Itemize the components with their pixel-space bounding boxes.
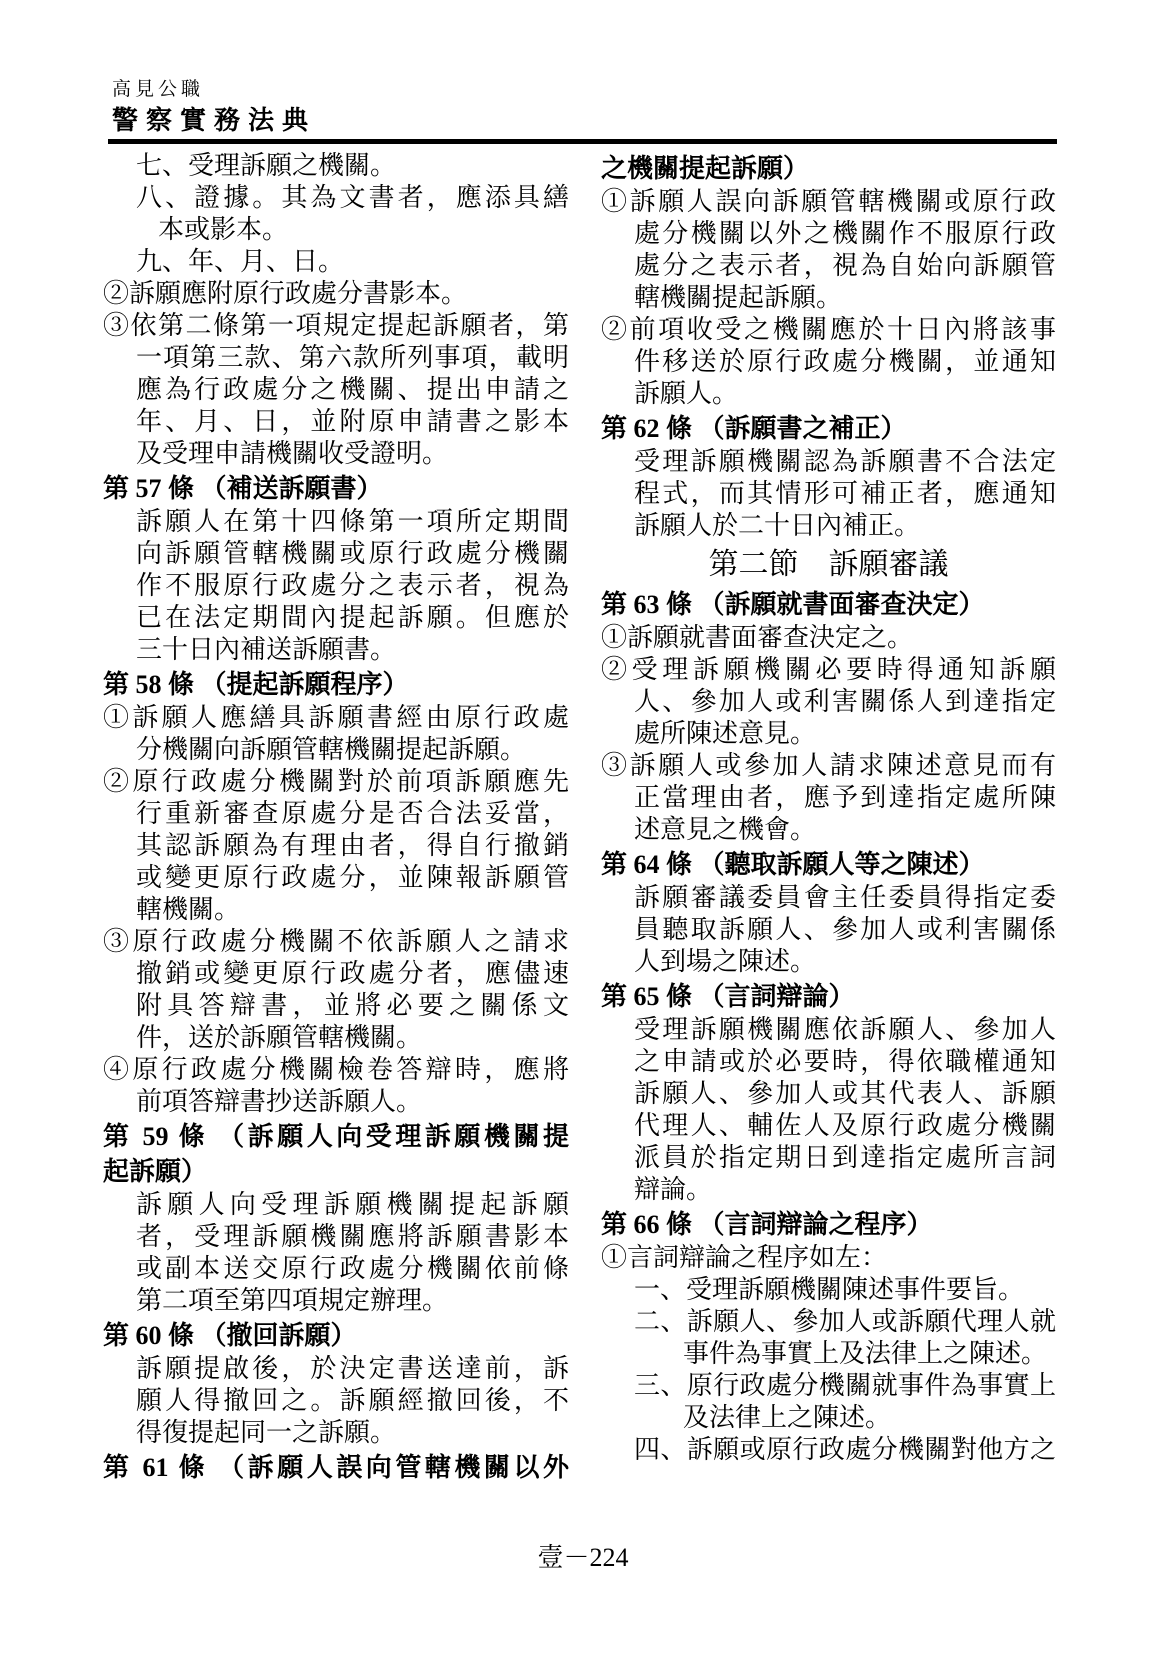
text-line: 訴願人。 [634,379,739,408]
text-line: 辯論。 [634,1175,713,1204]
text-line: 二、訴願人、參加人或訴願代理人就 [634,1307,1056,1336]
text-line: 程式，而其情形可補正者，應通知 [634,479,1056,508]
text-line: 處所陳述意見。 [634,719,817,748]
text-line: 訴願人於二十日內補正。 [634,511,921,540]
text-line: 四、訴願或原行政處分機關對他方之 [634,1435,1056,1464]
section-heading: 第二節 訴願審議 [708,548,949,581]
text-line: ①訴願就書面審查決定之。 [601,623,914,652]
text-line: ②原行政處分機關對於前項訴願應先 [103,767,569,796]
text-line: 轄機關提起訴願。 [634,283,843,312]
text-line: 訴願人、參加人或其代表人、訴願 [634,1079,1056,1108]
text-line: 三、原行政處分機關就事件為事實上 [634,1371,1056,1400]
article-heading-line: 第 58 條 （提起訴願程序） [103,670,409,699]
text-line: 其認訴願為有理由者，得自行撤銷 [136,831,569,860]
book-title: 警察實務法典 [112,105,317,135]
text-line: 件，送於訴願管轄機關。 [136,1023,423,1052]
text-line: ②受理訴願機關必要時得通知訴願 [601,655,1056,684]
text-line: 得復提起同一之訴願。 [136,1418,397,1447]
text-line: 三十日內補送訴願書。 [136,635,397,664]
article-heading-line: 第 66 條 （言詞辯論之程序） [601,1210,933,1239]
text-line: 九、年、月、日。 [136,247,345,276]
text-line: ③依第二條第一項規定提起訴願者，第 [103,311,569,340]
text-line: 願人得撤回之。訴願經撤回後，不 [136,1386,569,1415]
text-line: 應為行政處分之機關、提出申請之 [136,375,569,404]
text-line: 已在法定期間內提起訴願。但應於 [136,603,569,632]
page-header [112,78,316,136]
text-line: 撤銷或變更原行政處分者，應儘速 [136,959,569,988]
text-line: 附具答辯書，並將必要之關係文 [136,991,569,1020]
page-footer [0,1542,1166,1574]
text-line: 作不服原行政處分之表示者，視為 [136,571,569,600]
text-line: 述意見之機會。 [634,815,817,844]
text-line: ③訴願人或參加人請求陳述意見而有 [601,751,1056,780]
text-line: 轄機關。 [136,895,241,924]
text-line: 派員於指定期日到達指定處所言詞 [634,1143,1056,1172]
text-line: 一、受理訴願機關陳述事件要旨。 [634,1275,1025,1304]
text-line: 受理訴願機關認為訴願書不合法定 [634,447,1056,476]
text-line: 八、證據。其為文書者，應添具繕 [136,183,569,212]
left-text-column [103,150,569,1485]
text-line: 行重新審查原處分是否合法妥當， [136,799,569,828]
text-line: ①訴願人誤向訴願管轄機關或原行政 [601,187,1056,216]
text-line: 受理訴願機關應依訴願人、參加人 [634,1015,1056,1044]
article-heading-line: 第 62 條 （訴願書之補正） [601,414,907,443]
text-line: ③原行政處分機關不依訴願人之請求 [103,927,569,956]
text-line: 處分之表示者，視為自始向訴願管 [634,251,1056,280]
text-line: 人到場之陳述。 [634,947,817,976]
right-text-column [601,150,1056,1466]
text-line: 訴願人在第十四條第一項所定期間 [136,507,569,536]
text-line: 或副本送交原行政處分機關依前條 [136,1254,569,1283]
text-line: 者，受理訴願機關應將訴願書影本 [136,1222,569,1251]
text-line: 處分機關以外之機關作不服原行政 [634,219,1056,248]
text-line: 向訴願管轄機關或原行政處分機關 [136,539,569,568]
text-line: 前項答辯書抄送訴願人。 [136,1087,423,1116]
text-line: ①言詞辯論之程序如左： [601,1243,888,1272]
text-line: 一項第三款、第六款所列事項，載明 [136,343,569,372]
header-divider [108,139,1057,144]
text-line: 分機關向訴願管轄機關提起訴願。 [136,735,527,764]
text-line: 件移送於原行政處分機關，並通知 [634,347,1056,376]
text-line: 員聽取訴願人、參加人或利害關係 [634,915,1056,944]
page-number: 壹－224 [537,1543,629,1572]
text-line: 訴願提啟後，於決定書送達前，訴 [136,1354,569,1383]
text-line: 及受理申請機關收受證明。 [136,439,449,468]
text-line: 正當理由者，應予到達指定處所陳 [634,783,1056,812]
article-heading-line: 第 63 條 （訴願就書面審查決定） [601,590,985,619]
article-heading-line: 第 64 條 （聽取訴願人等之陳述） [601,850,985,879]
text-line: 本或影本。 [158,215,289,244]
text-line: ①訴願人應繕具訴願書經由原行政處 [103,703,569,732]
text-line: 及法律上之陳述。 [683,1403,892,1432]
article-heading-line: 第 57 條 （補送訴願書） [103,474,383,503]
text-line: 人、參加人或利害關係人到達指定 [634,687,1056,716]
text-line: ④原行政處分機關檢卷答辯時，應將 [103,1055,569,1084]
text-line: 代理人、輔佐人及原行政處分機關 [634,1111,1056,1140]
publisher-brand: 高見公職 [112,79,205,100]
article-heading-line: 第 61 條 （訴願人誤向管轄機關以外 [103,1453,569,1482]
text-line: 或變更原行政處分，並陳報訴願管 [136,863,569,892]
text-line: 七、受理訴願之機關。 [136,151,397,180]
article-heading-line: 第 60 條 （撤回訴願） [103,1321,357,1350]
text-line: 訴願人向受理訴願機關提起訴願 [136,1190,569,1219]
text-line: 訴願審議委員會主任委員得指定委 [634,883,1056,912]
article-heading-line: 起訴願） [103,1157,208,1186]
text-line: 之申請或於必要時，得依職權通知 [634,1047,1056,1076]
article-heading-line: 之機關提起訴願） [601,154,810,183]
article-heading-line: 第 65 條 （言詞辯論） [601,982,855,1011]
article-heading-line: 第 59 條 （訴願人向受理訴願機關提 [103,1122,569,1151]
text-line: 年、月、日，並附原申請書之影本 [136,407,569,436]
text-line: ②前項收受之機關應於十日內將該事 [601,315,1056,344]
text-line: ②訴願應附原行政處分書影本。 [103,279,468,308]
text-line: 第二項至第四項規定辦理。 [136,1286,449,1315]
text-line: 事件為事實上及法律上之陳述。 [683,1339,1048,1368]
